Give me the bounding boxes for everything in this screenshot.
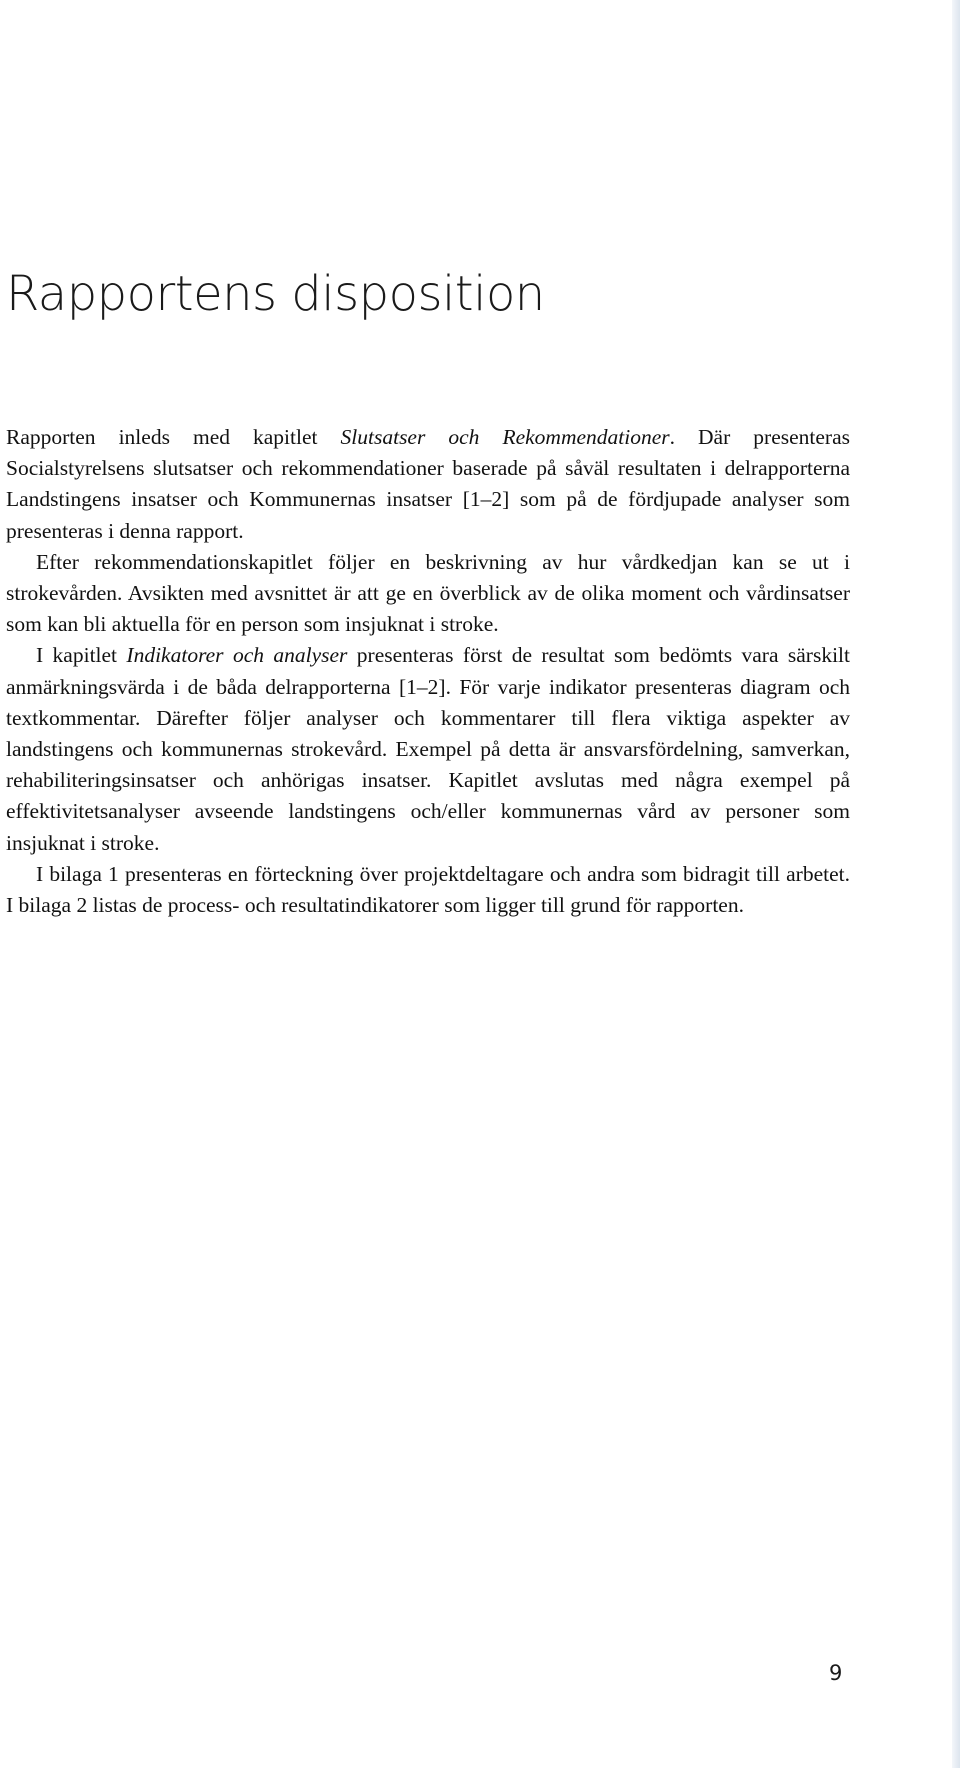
chapter-title-slutsatser: Slutsatser och Rekommendationer [340, 425, 670, 449]
paragraph-intro [6, 422, 850, 547]
chapter-title-indikatorer: Indikatorer och analyser [126, 643, 348, 668]
page-edge [952, 0, 960, 1768]
paragraph-indikatorer [6, 640, 850, 858]
paragraph-indikatorer-text-a: I kapitlet [36, 643, 127, 668]
paragraph-intro-text-b: . Där presenteras Socialstyrelsens slutsatser och rekommendationer baserade på såväl resultaten i delrapporterna Landstingens insatser och Kommunernas insatser [1–2] som på de fördjupade analyser som presenteras i denna rapport. [6, 425, 850, 543]
paragraph-intro-text-a: Rapporten inleds med kapitlet [6, 425, 341, 449]
page-number: 9 [829, 1661, 843, 1685]
body-text [6, 422, 850, 921]
page-title: Rapportens disposition [6, 266, 545, 322]
paragraph-vardkedja: Efter rekommendationskapitlet följer en beskrivning av hur vårdkedjan kan se ut i strokevården. Avsikten med avsnittet är att ge en överblick av de olika moment och vårdinsatser som kan bli aktuella för en person som insjuknat i stroke. [6, 549, 850, 637]
paragraph-indikatorer-text-b: presenteras först de resultat som bedömts vara särskilt anmärkningsvärda i de båda delrapporterna [1–2]. För varje indikator presenteras diagram och textkommentar. Därefter följer analyser och kommentarer till flera viktiga aspekter av landstingens och kommunernas strokevård. Exempel på detta är ansvarsfördelning, samverkan, rehabiliteringsinsatser och anhörigas insatser. Kapitlet avslutas med några exempel på effektivitetsanalyser avseende landstingens och/eller kommunernas vård av personer som insjuknat i stroke. [6, 643, 851, 855]
paragraph-bilagor: I bilaga 1 presenteras en förteckning över projektdeltagare och andra som bidragit till arbetet. I bilaga 2 listas de process- och resultatindikatorer som ligger till grund för rapporten. [6, 861, 850, 918]
